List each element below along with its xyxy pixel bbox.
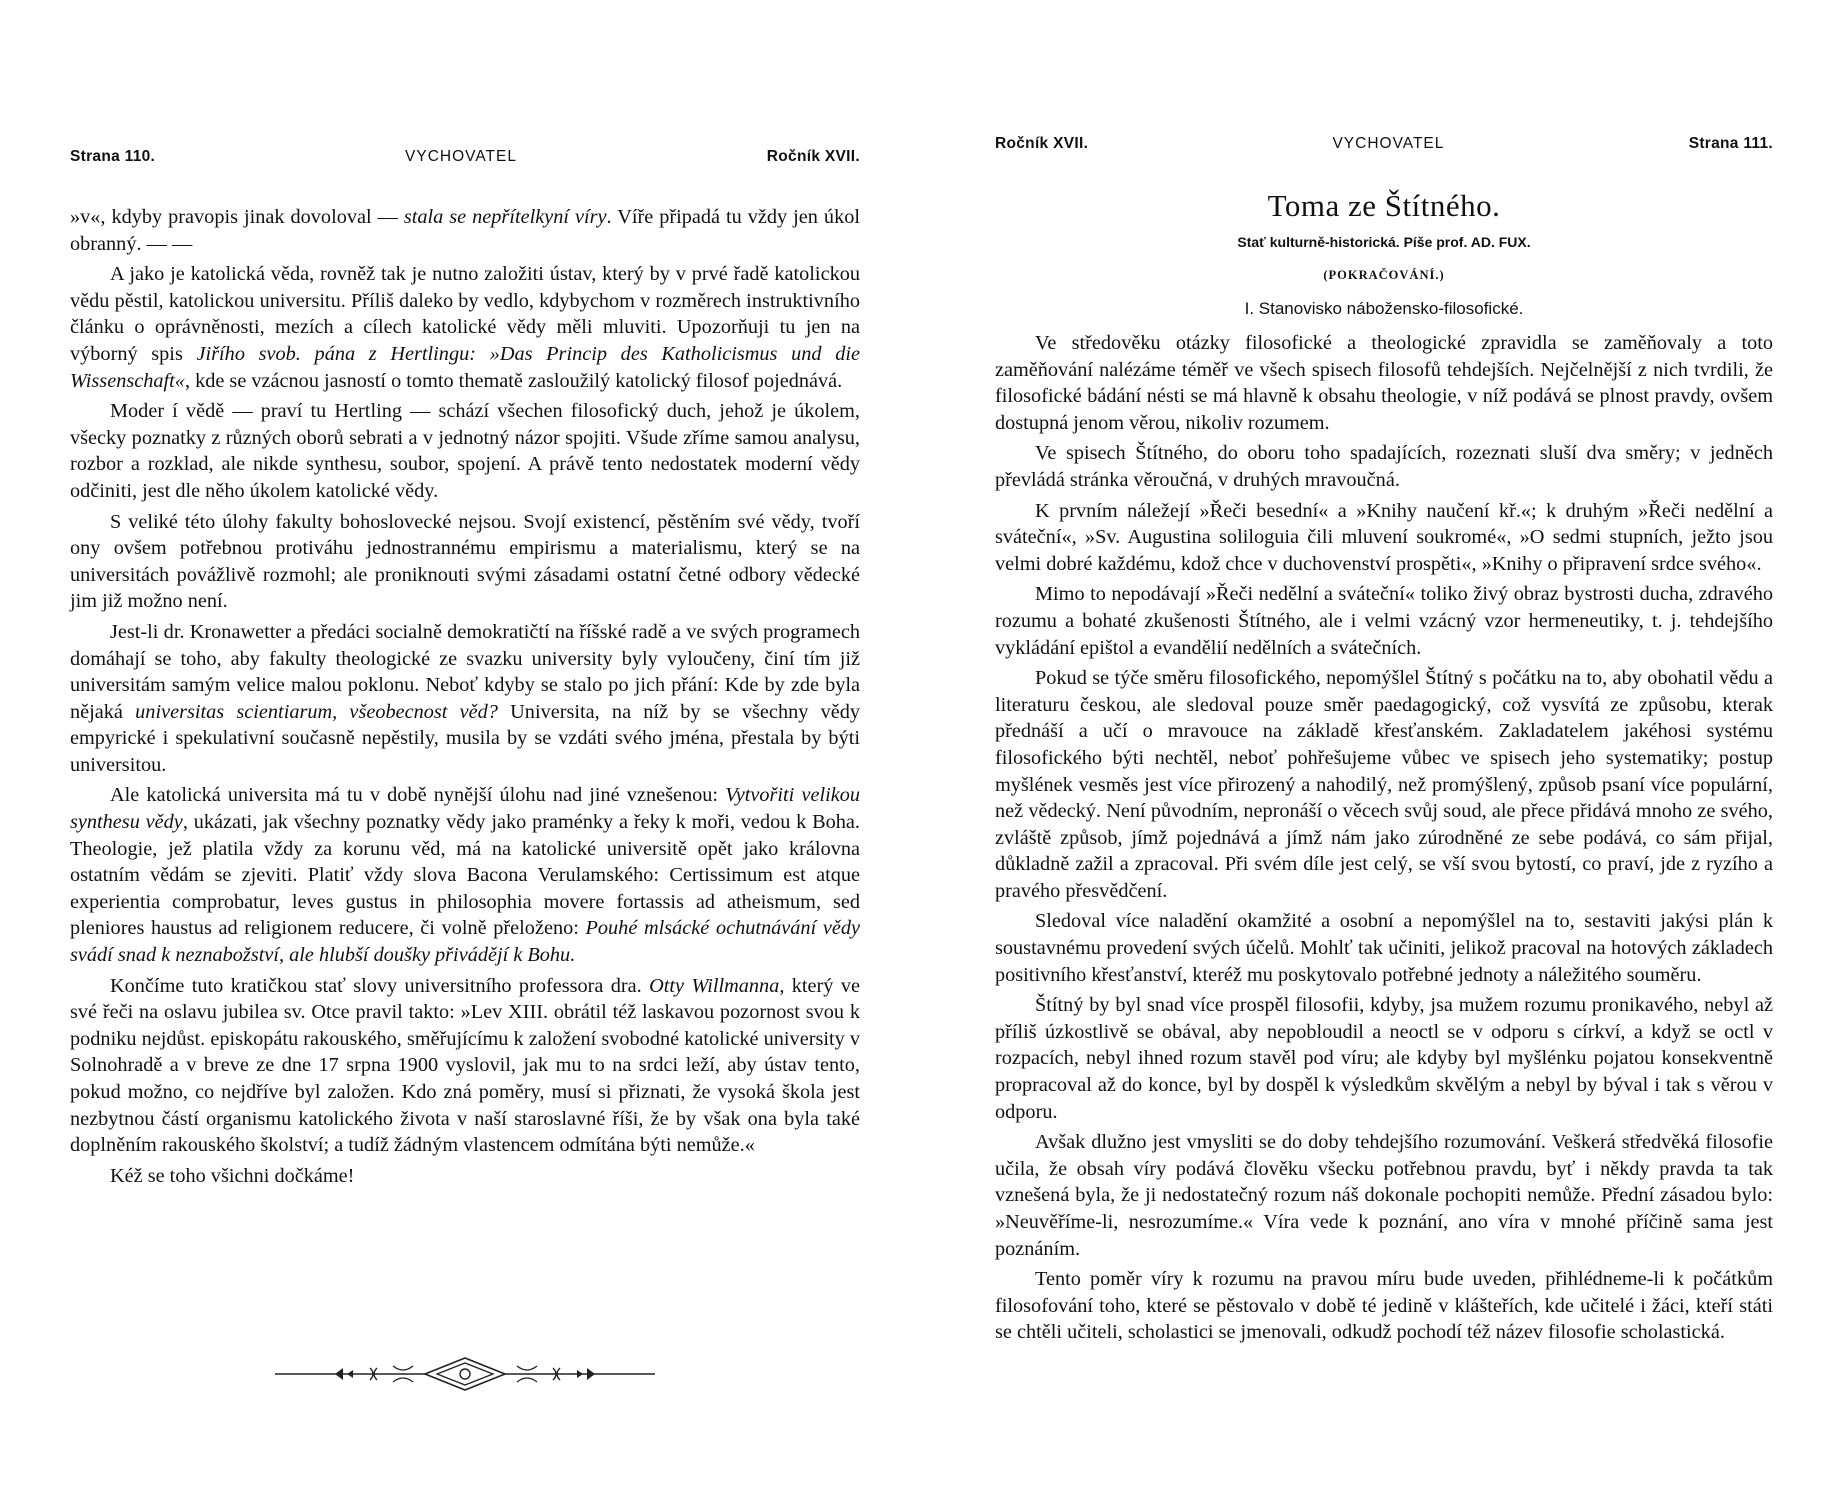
right-page-number: Strana 111.	[1688, 135, 1773, 152]
right-journal-title: VYCHOVATEL	[1332, 135, 1445, 152]
text-run: , který ve své řeči na oslavu jubilea sv. Otce pravil takto: »Lev XIII. obrátil též laskavou pozornost svou k podniku nejdůst. episkopátu rakouského, směřujícímu k založení svobodné katolické university v Solnohradě a v breve ze dne 17 srpna 1900 vyslovil, jak mu to na srdci leží, aby ústav tento, pokud možno, co nejdříve byl založen. Kdo zná poměry, musí si přiznati, že vysoká škola jest nezbytnou částí organismu katolického života v naší staroslavné říši, že by však ona byla také doplněním rakouského školství; a tudíž žádným vlastencem odmítána býti nemůže.«	[70, 974, 860, 1157]
italic-run: Otty Willmanna	[649, 974, 780, 997]
text-run: Kéž se toho všichni dočkáme!	[110, 1164, 355, 1187]
text-run: S veliké této úlohy fakulty bohoslovecké nejsou. Svojí existencí, pěstěním své vědy, tvoří ony ovšem potřebnou protiváhu jednostrannému empirismu a materialismu, který se na universitách povážlivě rozmohl; ale proniknouti svými zásadami ostatní četné odbory vědecké jim již možno není.	[70, 510, 860, 613]
text-run: »v«, kdyby pravopis jinak dovoloval —	[70, 206, 404, 228]
right-page-body	[995, 186, 1773, 1350]
left-paragraph	[70, 619, 860, 779]
section-heading: I. Stanovisko nábožensko-filosofické.	[1244, 299, 1524, 318]
right-paragraph	[995, 908, 1773, 988]
right-page-paragraphs	[995, 330, 1773, 1346]
left-journal-title: VYCHOVATEL	[405, 148, 517, 165]
italic-run: Vytvořiti velikou synthesu vědy	[70, 784, 861, 834]
left-page-number: Strana 110.	[70, 148, 156, 165]
left-paragraph	[70, 261, 860, 394]
text-run: Končíme tuto kratičkou stať slovy universitního professora dra.	[110, 974, 650, 997]
left-paragraph	[70, 204, 860, 257]
text-run: Avšak dlužno jest vmysliti se do doby tehdejšího rozumování. Veškerá středvěká filosofie učila, že obsah víry podává člověku všecku potřebnou pravdu, byť i někdy pravda ta tak vznešená byla, že ji nedostatečný rozum náš dokonale pochopiti nemůže. Přední zásadou bylo: »Neuvěříme-li, nesrozumíme.« Víra vede k poznání, ano víra v mnohé příčině sama jest poznáním.	[995, 1131, 1773, 1260]
text-run: Ale katolická universita má tu v době nynější úlohu nad jiné vznešenou:	[110, 784, 726, 807]
italic-run: »Das Princip des Katholicismus und die Wissenschaft«	[70, 342, 860, 392]
text-run: Jest-li dr. Kronawetter a předáci socialně demokratičtí na říšské radě a ve svých programech domáhají se toho, aby fakulty theologické ze svazku university byly vyloučeny, činí tím již universitám samým velice malou poklonu. Neboť kdyby se stalo po jich přání: Kde by zde byla nějaká	[70, 620, 860, 723]
continuation-note: (POKRAČOVÁNÍ.)	[1323, 268, 1445, 282]
left-paragraph	[70, 398, 860, 504]
text-run: Sledoval více naladění okamžité a osobní a nepomýšlel na to, sestaviti jakýsi plán k soustavnému provedení svých účelů. Mohlť tak učiniti, jelikož pracoval na hotových základech positivního křesťanství, kteréž mu poskytovalo potřebné jednoty a náležitého souměru.	[995, 910, 1773, 986]
italic-run: stala se nepřítelkyní víry	[403, 206, 607, 228]
article-title: Toma ze Štítného.	[1267, 188, 1501, 223]
left-paragraph	[70, 973, 860, 1159]
right-paragraph	[995, 992, 1773, 1125]
text-run: . Víře připadá tu vždy jen úkol obranný. — —	[70, 206, 860, 255]
right-paragraph	[995, 330, 1773, 436]
text-run: Ve spisech Štítného, do oboru toho spadajících, rozeznati sluší dva směry; v jedněch převládá stránka věroučná, v druhých mravoučná.	[995, 442, 1773, 491]
right-paragraph	[995, 498, 1773, 578]
right-paragraph	[995, 1266, 1773, 1346]
decorative-vignette-icon	[275, 1356, 655, 1392]
text-run: Tento poměr víry k rozumu na pravou míru bude uveden, přihlédneme-li k počátkům filosofování toho, které se pěstovalo v době té jedině v klášteřích, kde učitelé i žáci, kteří státi se chtěli učiteli, scholastici se jmenovali, odkudž pochodí též název filosofie scholastická.	[995, 1268, 1773, 1344]
right-paragraph	[995, 581, 1773, 661]
text-run: Štítný by byl snad více prospěl filosofii, kdyby, jsa mužem rozumu pronikavého, nebyl až příliš úzkostlivě se obával, aby nepobloudil a neoctl se v odporu s církví, a když se octl v rozpacích, nebyl ihned rozum stavěl pod víru; ale kdyby byl myšlénku pojatou konsekventně propracoval až do konce, byl by dospěl k výsledkům skvělým a nebyl by býval i tak s věrou v odporu.	[995, 994, 1773, 1123]
text-run: Universita, na níž by se všechny vědy empyrické i spekulativní současně nepěstily, musila by se vzdáti svého jména, přestala by býti universitou.	[70, 700, 861, 776]
left-paragraph	[70, 1163, 860, 1190]
right-volume: Ročník XVII.	[995, 135, 1089, 152]
left-page-body	[70, 204, 860, 1193]
text-run: Mimo to nepodávají »Řeči nedělní a sváteční« toliko živý obraz bystrosti ducha, zdravého rozumu a bohaté zkušenosti Štítného, ale i velmi vzácný vzor hermeneutiky, t. j. tehdejšího vykládání epištol a evandělií nedělních a svátečních.	[995, 583, 1773, 659]
left-running-head	[70, 148, 860, 166]
right-paragraph	[995, 1129, 1773, 1262]
text-run	[476, 343, 490, 365]
text-run: A jako je katolická věda, rovněž tak je nutno založiti ústav, který by v prvé řadě katolickou vědu pěstil, katolickou universitu. Příliš daleko by vedlo, kdybychom v rozměrech instruktivního článku o oprávněnosti, mezích a cílech katolické vědy měli mluviti. Upozorňuji tu jen na výborný spis	[70, 263, 860, 365]
article-subtitle: Stať kulturně-historická. Píše prof. AD. FUX.	[1237, 234, 1531, 250]
right-paragraph	[995, 665, 1773, 904]
left-volume: Ročník XVII.	[766, 148, 860, 165]
text-run: Ve středověku otázky filosofické a theologické zpravidla se zaměňovaly a toto zaměňování nalézáme téměř ve všech spisech filosofů tehdejších. Nejčelnější z nich tvrdili, že filosofické bádání nésti se má hlavně k obsahu theologie, v níž podává se plnost pravdy, ovšem dostupná jenom věrou, nikoliv rozumem.	[995, 332, 1773, 434]
italic-run: universitas scientiarum, všeobecnost věd?	[135, 700, 498, 723]
left-paragraph	[70, 509, 860, 615]
right-paragraph	[995, 440, 1773, 493]
italic-run: Jiřího svob. pána z Hertlingu:	[196, 342, 476, 365]
text-run: Pokud se týče směru filosofického, nepomýšlel Štítný s počátku na to, aby obohatil vědu a literaturu českou, ale sledoval pouze směr paedagogický, což vysvítá ze způsobu, kterak přednáší a učí o mravouce na základě křesťanském. Zakladatelem jakéhosi systému filosofického býti nechtěl, neboť pohřešujeme vůbec ve spisech jeho systematiky; postup myšlének vesměs jest více přirozený a nahodilý, než promýšlený, způsob psaní více populární, než vědecký. Není původním, nepronáší o věcech svůj soud, ale přece přidává mnoho ze svého, zvláště způsob, jímž pojednává a jímž nám jako zúrodněné ze sebe podává, co sám přijal, důkladně zažil a zpracoval. Při svém díle jest celý, se vší svou bytostí, co praví, jde z ryzího a pravého přesvědčení.	[995, 667, 1773, 902]
text-run: K prvním náležejí »Řeči besední« a »Knihy naučení kř.«; k druhým »Řeči nedělní a sváteční«, »Sv. Augustina soliloguia čili mluvení soukromé«, »O sedmi stupních, ježto jsou velmi dobré každému, kdož chce v duchovenství prospěti«, »Knihy o připravení srdce svého«.	[995, 499, 1773, 575]
left-paragraph	[70, 782, 860, 968]
right-running-head	[995, 135, 1773, 153]
italic-run: Pouhé mlsácké ochutnávání vědy svádí snad k neznabožství, ale hlubší doušky přivádějí k Bohu.	[70, 917, 860, 967]
text-run: Moder í vědě — praví tu Hertling — schází všechen filosofický duch, jehož je úkolem, všecky poznatky z různých oborů sebrati a v jednotný názor spojiti. Všude zříme samou analysu, rozbor a rozklad, ale nikde synthesu, soubor, spojení. A právě tento nedostatek moderní vědy odčiniti, jest dle něho úkolem katolické vědy.	[70, 400, 860, 502]
text-run: , ukázati, jak všechny poznatky vědy jako praménky a řeky k moři, vedou k Boha. Theologie, jež platila vždy za korunu věd, má na katolické universitě opět jako královna ostatním vědám se zjeviti. Platiť vždy slova Bacona Verulamského: Certissimum est atque experientia comprobatur, leves gustus in philosophia movere fortassis ad atheismum, sed pleniores haustus ad religionem reducere, či volně přeloženo:	[70, 811, 861, 940]
text-run: , kde se vzácnou jasností o tomto thematě zasloužilý katolický filosof pojednává.	[184, 369, 843, 392]
